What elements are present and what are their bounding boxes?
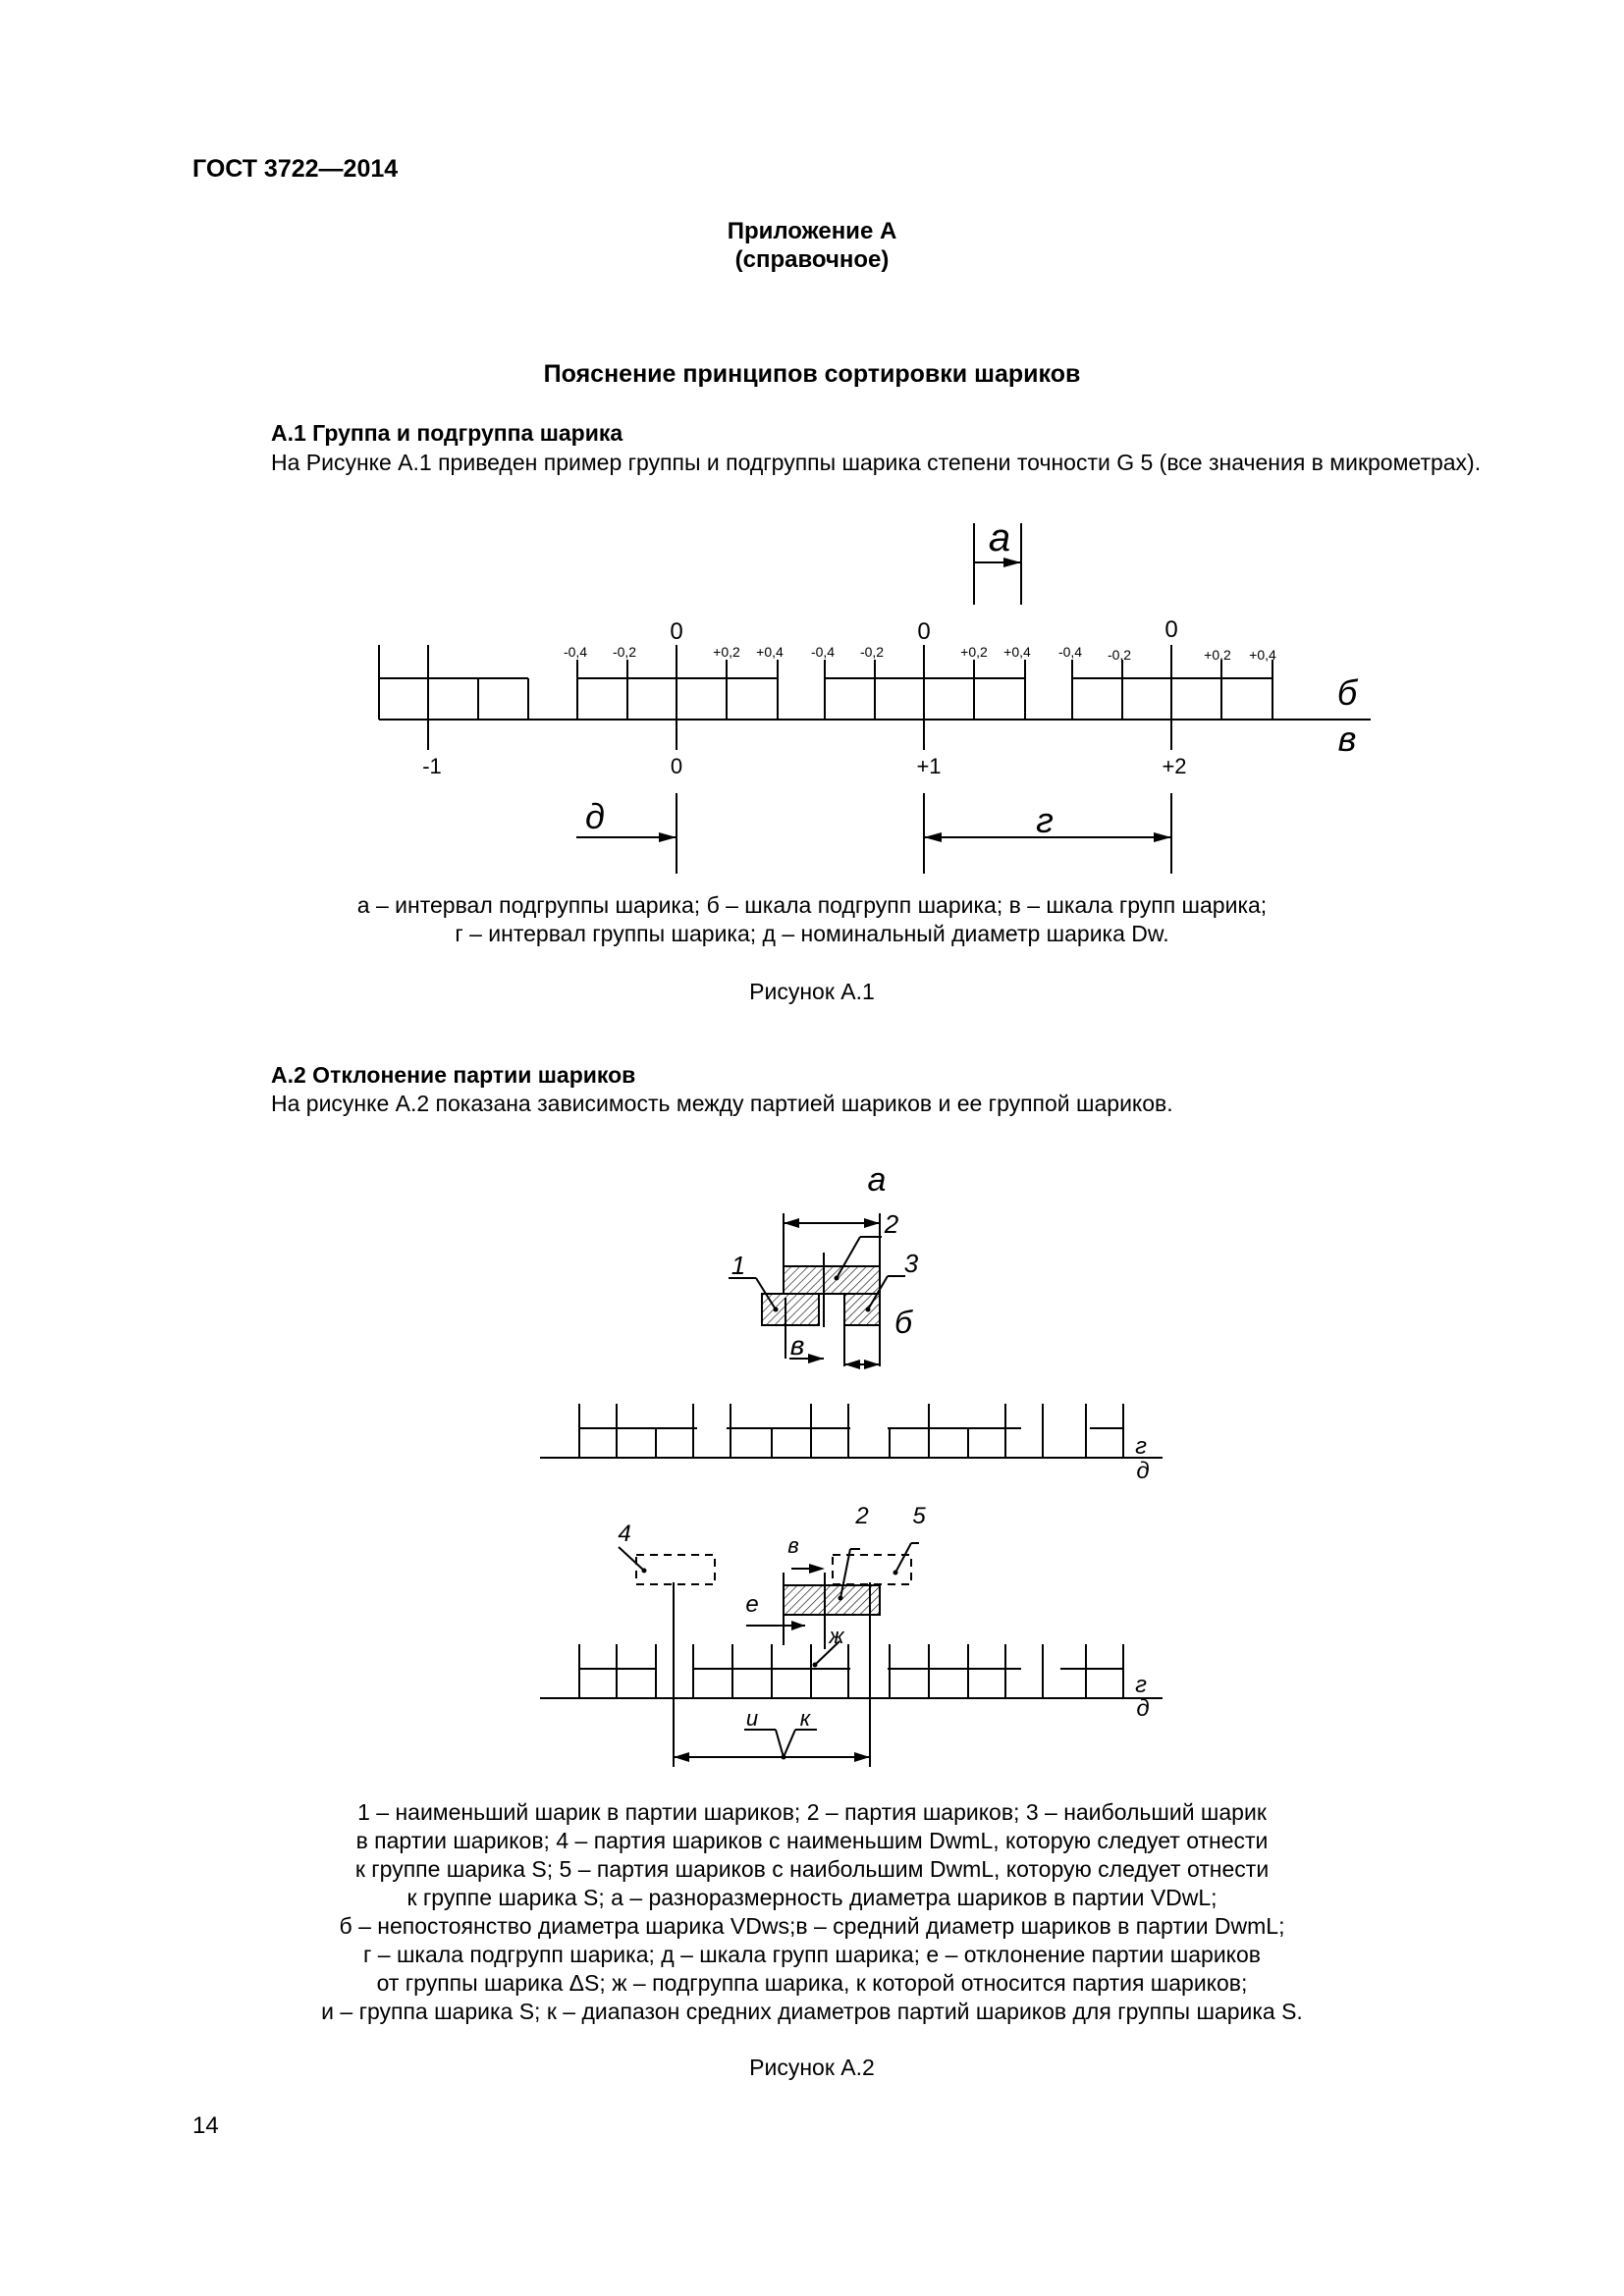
fig-a1-sub-tick: -0,2	[612, 644, 637, 660]
fig-a1-label-g: г	[1036, 800, 1054, 840]
fig-a2-label-5: 5	[912, 1503, 926, 1529]
fig-a2-caption-line: 1 – наименьший шарик в партии шариков; 2 – партия шариков; 3 – наибольший шарик	[357, 1799, 1267, 1825]
fig-a1-label: Рисунок А.1	[749, 979, 875, 1004]
fig-a1-sub-tick: +0,2	[960, 644, 988, 660]
fig-a2-label-d-top: д	[1136, 1458, 1150, 1484]
section-a1-text-content: На Рисунке А.1 приведен пример группы и подгруппы шарика степени точности G 5 (все значения в микрометрах).	[271, 450, 1482, 475]
fig-a2-label-e: е	[745, 1591, 759, 1618]
fig-a2-label-v-top: в	[789, 1330, 805, 1361]
fig-a1-sub-tick: +0,4	[1003, 644, 1031, 660]
fig-a2-label-3: 3	[903, 1249, 919, 1278]
fig-a1-sub-tick: +0,4	[756, 644, 784, 660]
fig-a1-sub-tick: -0,4	[563, 644, 588, 660]
fig-a1-group-tick: +1	[916, 754, 942, 778]
fig-a2-label-1: 1	[731, 1251, 746, 1280]
appendix-subtitle: (справочное)	[734, 246, 890, 273]
fig-a2-label-a: а	[867, 1161, 887, 1199]
appendix-title: Приложение А	[727, 218, 897, 244]
fig-a2-caption-line: б – непостоянство диаметра шарика VDws;в – средний диаметр шариков в партии DwmL;	[339, 1913, 1285, 1939]
fig-a1-sub-tick: -0,4	[810, 644, 836, 660]
fig-a1-label-b: б	[1336, 672, 1358, 713]
fig-a2-label-d-bot: д	[1136, 1695, 1150, 1722]
section-a2-text-content: На рисунке А.2 показана зависимость между партией шариков и ее группой шариков.	[271, 1091, 1173, 1116]
fig-a1-label-v: в	[1337, 719, 1357, 759]
fig-a1-zero-tick: 0	[917, 618, 931, 645]
page-number: 14	[192, 2112, 219, 2139]
fig-a1-sub-tick: +0,2	[713, 644, 740, 660]
fig-a2-caption-line: в партии шариков; 4 – партия шариков с наименьшим DwmL, которую следует отнести	[355, 1828, 1269, 1853]
fig-a1-sub-tick: -0,2	[1107, 647, 1132, 663]
fig-a2-label-b: б	[894, 1305, 912, 1340]
fig-a2-caption-line: от группы шарика ΔS; ж – подгруппа шарика, к которой относится партия шариков;	[376, 1970, 1248, 1996]
fig-a1-zero-tick: 0	[670, 618, 683, 645]
fig-a2-label-4: 4	[618, 1521, 631, 1547]
fig-a2-label: Рисунок А.2	[749, 2055, 875, 2080]
section-a2-heading: А.2 Отклонение партии шариков	[271, 1062, 636, 1088]
fig-a2-label-i: и	[745, 1706, 759, 1731]
fig-a1-caption-line1: а – интервал подгруппы шарика; б – шкала подгрупп шарика; в – шкала групп шарика;	[356, 892, 1268, 918]
fig-a2-label-zh: ж	[829, 1624, 844, 1648]
fig-a1-group-tick: 0	[670, 754, 683, 778]
fig-a1-zero-tick: 0	[1164, 616, 1178, 643]
fig-a2-label-2-top: 2	[884, 1209, 899, 1239]
fig-a1-caption-line2: г – интервал группы шарика; д – номинальный диаметр шарика Dw.	[455, 921, 1169, 946]
fig-a2-caption-line: и – группа шарика S; к – диапазон средних диаметров партий шариков для группы шарика S.	[321, 1999, 1303, 2024]
fig-a2-label-2-mid: 2	[855, 1503, 869, 1529]
fig-a2-label-g-bot: г	[1135, 1672, 1147, 1698]
fig-a2-label-g-top: г	[1135, 1433, 1147, 1460]
fig-a2-caption-line: к группе шарика S; а – разноразмерность диаметра шариков в партии VDwL;	[406, 1885, 1218, 1910]
document-code: ГОСТ 3722—2014	[192, 155, 399, 183]
fig-a2-label-v-mid: в	[787, 1533, 799, 1558]
fig-a1-sub-tick: -0,2	[859, 644, 885, 660]
section-a1-heading: А.1 Группа и подгруппа шарика	[271, 420, 623, 446]
fig-a1-sub-tick: +0,4	[1249, 647, 1276, 663]
fig-a2-caption	[0, 1798, 1624, 2026]
fig-a2-caption-line: к группе шарика S; 5 – партия шариков с наибольшим DwmL, которую следует отнести	[354, 1856, 1270, 1882]
fig-a2-caption-line: г – шкала подгрупп шарика; д – шкала групп шарика; е – отклонение партии шариков	[363, 1942, 1261, 1967]
fig-a1-sub-tick: +0,2	[1204, 647, 1231, 663]
fig-a1-group-tick: +2	[1162, 754, 1187, 778]
fig-a1-label-a: а	[988, 516, 1011, 560]
fig-a1-sub-tick: -0,4	[1057, 644, 1083, 660]
fig-a1-label-d: д	[585, 796, 605, 836]
fig-a2-label-k: к	[799, 1706, 811, 1731]
fig-a1-group-tick: -1	[422, 754, 442, 778]
page-title: Пояснение принципов сортировки шариков	[543, 360, 1081, 388]
